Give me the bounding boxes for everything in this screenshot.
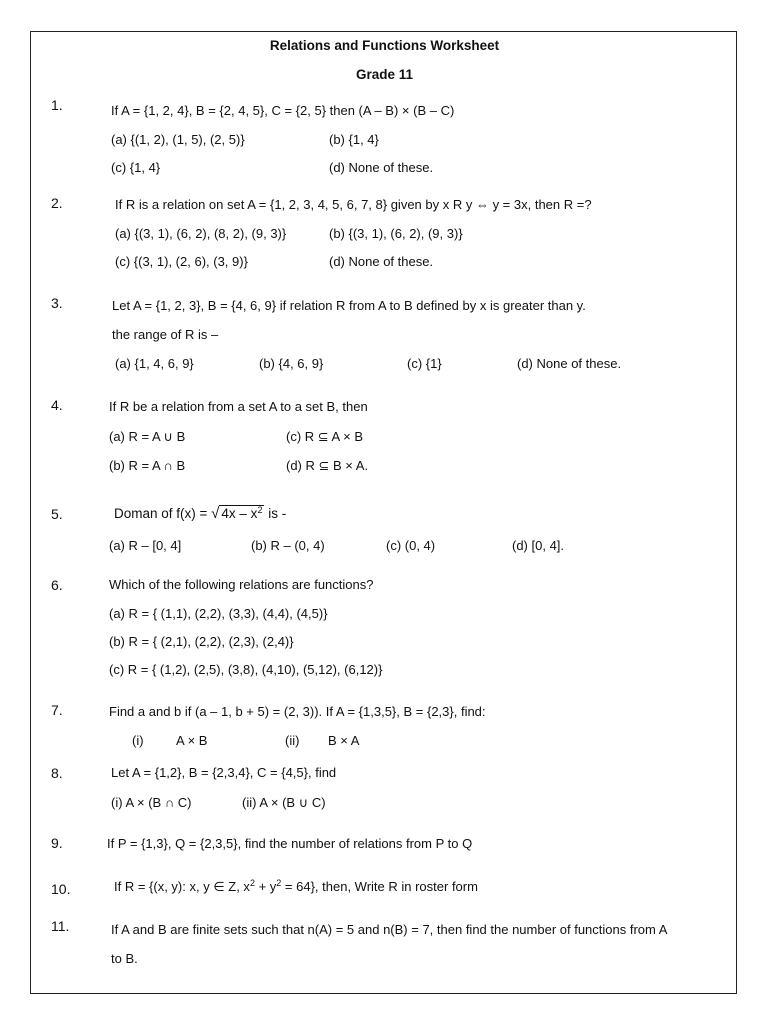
question-10-text-pre: If R = {(x, y): x, y ∈ Z, x [114, 879, 250, 894]
question-10-text [114, 879, 478, 895]
question-6-option-b: (b) R = { (2,1), (2,2), (2,3), (2,4)} [109, 634, 294, 649]
question-5-option-c: (c) (0, 4) [386, 538, 436, 553]
question-2-option-c: (c) {(3, 1), (2, 6), (3, 9)} [115, 254, 248, 269]
question-4-option-a: (a) R = A ∪ B [109, 429, 186, 444]
question-1-text: If A = {1, 2, 4}, B = {2, 4, 5}, C = {2, 5} then (A – B) × (B – C) [111, 103, 455, 118]
question-3-text-line-2: the range of R is – [112, 327, 219, 342]
question-1-number: 1. [51, 97, 63, 113]
question-3-option-c: (c) {1} [407, 356, 442, 371]
worksheet-title: Relations and Functions Worksheet [269, 38, 500, 53]
question-1-option-d: (d) None of these. [329, 160, 434, 175]
radical-sign-icon: √ [211, 505, 220, 522]
question-6-option-a: (a) R = { (1,1), (2,2), (3,3), (4,4), (4,5)} [109, 606, 328, 621]
question-4-option-b: (b) R = A ∩ B [109, 458, 186, 473]
question-5-text [114, 506, 286, 522]
question-11-number: 11. [51, 918, 70, 934]
question-7-part-ii-label: (ii) [285, 733, 300, 748]
question-2-option-b: (b) {(3, 1), (6, 2), (9, 3)} [329, 226, 463, 241]
question-2-option-d: (d) None of these. [329, 254, 434, 269]
question-6-number: 6. [51, 577, 63, 593]
question-2-text: If R is a relation on set A = {1, 2, 3, 4, 5, 6, 7, 8} given by x R y ⇔ y = 3x, then R =? [115, 197, 592, 212]
question-3-text: Let A = {1, 2, 3}, B = {4, 6, 9} if relation R from A to B defined by x is greater than y. [112, 298, 586, 313]
question-9-text: If P = {1,3}, Q = {2,3,5}, find the number of relations from P to Q [107, 836, 473, 851]
exponent: 2 [249, 878, 255, 888]
question-11-text-line-2: to B. [111, 951, 138, 966]
exponent: 2 [257, 505, 263, 515]
question-8-number: 8. [51, 765, 63, 781]
question-5-option-a: (a) R – [0, 4] [109, 538, 182, 553]
question-7-part-i-text: A × B [176, 733, 208, 748]
question-10-text-post: = 64}, then, Write R in roster form [281, 879, 478, 894]
question-2-option-a: (a) {(3, 1), (6, 2), (8, 2), (9, 3)} [115, 226, 287, 241]
question-3-option-d: (d) None of these. [517, 356, 622, 371]
question-7-number: 7. [51, 702, 63, 718]
question-2-number: 2. [51, 195, 63, 211]
question-10-number: 10. [51, 881, 71, 897]
question-11-text: If A and B are finite sets such that n(A) = 5 and n(B) = 7, then find the number of functions from A [111, 922, 668, 937]
radicand: $4x - x^2$ [221, 505, 263, 521]
question-4-number: 4. [51, 397, 63, 413]
question-9-number: 9. [51, 835, 63, 851]
question-3-option-b: (b) {4, 6, 9} [259, 356, 324, 371]
square-root-expression [211, 506, 264, 522]
question-5-text-pre: Doman of f(x) = [114, 506, 212, 521]
question-6-option-c: (c) R = { (1,2), (2,5), (3,8), (4,10), (5,12), (6,12)} [109, 662, 383, 677]
question-10-text-mid: + y [254, 879, 277, 894]
question-3-number: 3. [51, 295, 63, 311]
question-8-part-i: (i) A × (B ∩ C) [111, 795, 192, 810]
exponent: 2 [276, 878, 282, 888]
question-6-text: Which of the following relations are functions? [109, 577, 374, 592]
question-5-option-b: (b) R – (0, 4) [251, 538, 325, 553]
question-4-option-d: (d) R ⊆ B × A. [286, 458, 369, 473]
question-3-option-a: (a) {1, 4, 6, 9} [115, 356, 194, 371]
worksheet-page [30, 31, 737, 994]
question-8-text: Let A = {1,2}, B = {2,3,4}, C = {4,5}, find [111, 765, 337, 780]
question-7-part-ii-text: B × A [328, 733, 360, 748]
question-1-option-c: (c) {1, 4} [111, 160, 161, 175]
question-1-option-a: (a) {(1, 2), (1, 5), (2, 5)} [111, 132, 245, 147]
question-4-text: If R be a relation from a set A to a set B, then [109, 399, 368, 414]
question-5-text-post: is - [264, 506, 287, 521]
question-7-part-i-label: (i) [132, 733, 144, 748]
question-4-option-c: (c) R ⊆ A × B [286, 429, 363, 444]
worksheet-grade: Grade 11 [355, 67, 414, 82]
question-8-part-ii: (ii) A × (B ∪ C) [242, 795, 326, 810]
question-5-option-d: (d) [0, 4]. [512, 538, 565, 553]
question-5-number: 5. [51, 506, 63, 522]
question-1-option-b: (b) {1, 4} [329, 132, 379, 147]
question-7-text: Find a and b if (a – 1, b + 5) = (2, 3)). If A = {1,3,5}, B = {2,3}, find: [109, 704, 486, 719]
